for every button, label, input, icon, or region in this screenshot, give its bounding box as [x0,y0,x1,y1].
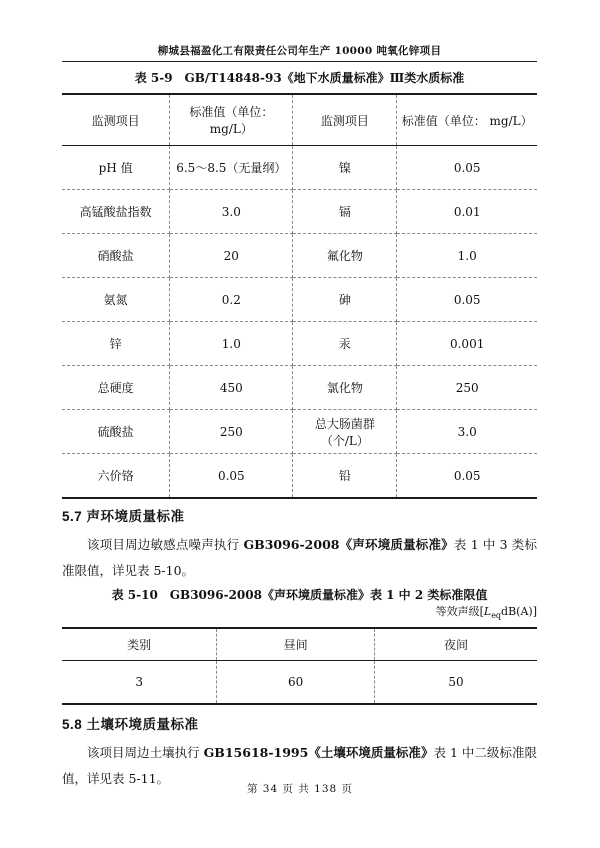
table-cell: 1.0 [170,322,293,366]
paragraph-text: 表 1 中二级标准限值，详见表 5-11。 [62,745,537,787]
table-cell: 3 [62,661,217,705]
page-content [62,0,537,792]
leq-subscript: eq [491,611,502,621]
table-cell: 高锰酸盐指数 [62,190,170,234]
table-row [62,454,537,499]
table-5-10-wrap [62,627,537,705]
table-5-10 [62,627,537,705]
table-cell: 氨氮 [62,278,170,322]
paragraph-5-7 [62,532,537,584]
page-header-title: 柳城县福盈化工有限责任公司年生产 10000 吨氧化锌项目 [157,45,442,57]
table-5-9 [62,93,537,499]
table-cell: 0.05 [453,468,481,483]
column-header: 监测项目 [62,94,170,146]
column-header: 类别 [62,628,217,661]
column-header: 监测项目 [293,94,397,146]
table-row [62,661,537,705]
table-cell: 砷 [293,278,397,322]
table-cell: 250 [397,366,537,410]
table-cell: 3.0 [170,190,293,234]
table-row [62,366,537,410]
table-cell: 6.5～8.5（无量纲） [170,146,293,190]
table-cell: 氯化物 [293,366,397,410]
table-cell: 锌 [62,322,170,366]
table-row [62,234,537,278]
unit-label-text: 等效声级[ [435,605,484,618]
column-header: 标准值（单位： mg/L） [397,94,537,146]
table-cell: 0.05 [170,454,293,499]
table-cell: 汞 [293,322,397,366]
table-row [62,410,537,454]
table-cell: 0.05 [397,278,537,322]
paragraph-text: 该项目周边土壤执行 [87,745,204,761]
table-cell: 1.0 [397,234,537,278]
column-header: 标准值（单位：mg/L） [170,94,293,146]
table-cell: 镉 [293,190,397,234]
table-cell: 镍 [293,146,397,190]
table-5-10-caption: 表 5-10 GB3096-2008《声环境质量标准》表 1 中 2 类标准限值 [111,588,488,602]
section-heading-5-7: 5.7 声环境质量标准 [62,509,185,524]
table-cell: 250 [170,410,293,454]
standard-name-bold: GB3096-2008《声环境质量标准》 [243,537,454,552]
noise-unit-label [62,604,537,624]
table-row [62,146,537,190]
table-cell: 450 [170,366,293,410]
page-footer: 第 34 页 共 138 页 [246,783,354,795]
table-cell: 硫酸盐 [62,410,170,454]
table-cell: 60 [217,661,375,705]
table-cell: 0.001 [397,322,537,366]
table-cell: 氟化物 [293,234,397,278]
table-row [62,278,537,322]
table-cell: 0.2 [170,278,293,322]
column-header: 昼间 [217,628,375,661]
table-cell: 3.0 [397,410,537,454]
table-5-9-header-row [62,94,537,146]
section-heading-5-8: 5.8 土壤环境质量标准 [62,717,199,733]
paragraph-text: 表 1 中 3 类标准限值，详见表 5-10。 [62,537,537,578]
table-row [62,322,537,366]
header-divider [62,61,537,62]
table-5-10-header-row [62,628,537,661]
table-cell: 0.01 [397,190,537,234]
table-cell: 0.05 [397,146,537,190]
unit-label-text: dB(A)] [501,605,537,618]
table-cell: pH 值 [62,146,170,190]
paragraph-text: 该项目周边敏感点噪声执行 [87,537,244,552]
table-cell: 六价铬 [62,454,170,499]
table-cell: 总硬度 [62,366,170,410]
table-cell: 铅 [293,454,397,499]
table-cell: 50 [448,675,464,690]
column-header: 夜间 [375,628,537,661]
table-cell: 硝酸盐 [62,234,170,278]
table-5-9-caption: 表 5-9 GB/T14848-93《地下水质量标准》Ⅲ类水质标准 [134,71,465,85]
table-row [62,190,537,234]
standard-name-bold: GB15618-1995《土壤环境质量标准》 [203,745,434,761]
table-cell: 总大肠菌群（个/L） [293,410,397,454]
leq-symbol: L [483,605,492,618]
table-cell: 20 [170,234,293,278]
